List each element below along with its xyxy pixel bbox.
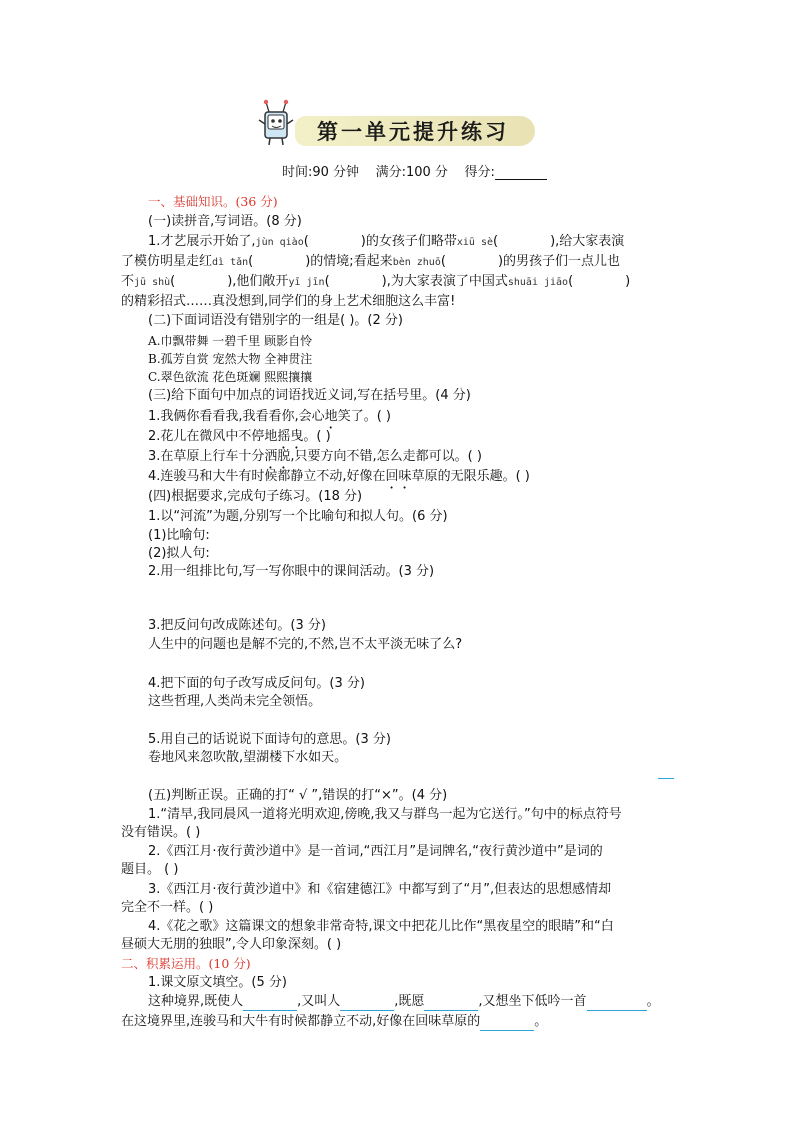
section-1-heading: 一、基础知识。(36 分) [148,194,278,209]
option-a: A.巾飘带舞 一碧千里 顾影自怜 [148,334,313,348]
pinyin-line-2: 了模仿明星走红dì tǎn( )的情境;看起来bèn zhuō( )的男孩子们一点儿也 [121,254,621,269]
sentence-q4-text: 这些哲理,人类尚未完全领悟。 [148,694,322,709]
fill-blank[interactable] [480,1015,534,1031]
sentence-q5: 5.用自己的话说说下面诗句的意思。(3 分) [148,732,391,747]
judge-q4-line-1: 4.《花之歌》这篇课文的想象非常奇特,课文中把花儿比作“黑夜星空的眼睛”和“白 [148,919,614,934]
option-b: B.孤芳自赏 宠然大物 全神贯注 [148,352,313,366]
fill-q1: 1.课文原文填空。(5 分) [148,975,287,990]
synonym-q2: 2.花儿在微风中不停地摇曳。( ) [148,429,331,444]
blue-mark [658,778,674,779]
judge-q3-line-1: 3.《西江月·夜行黄沙道中》和《宿建德江》中都写到了“月”,但表达的思想感情却 [148,882,612,897]
judge-q1-line-1: 1.“清早,我同晨风一道将光明欢迎,傍晚,我又与群鸟一起为它送行。”句中的标点符号 [148,807,622,822]
sentence-q3: 3.把反问句改成陈述句。(3 分) [148,618,326,633]
pinyin-line-3: 不jū shù( ),他们敞开yī jīn( ),为大家表演了中国式shuāi jiāo( ) [121,274,631,289]
fill-line-2: 在这境界里,连骏马和大牛有时候都静立不动,好像在回味草原的 。 [121,1014,548,1029]
fill-line-1: 这种境界,既使人 ,又叫人 ,既愿 ,又想坐下低吟一首 。 [148,994,660,1009]
part-4-heading: (四)根据要求,完成句子练习。(18 分) [148,489,363,504]
pinyin-line-1: 1.才艺展示开始了,jùn qiào( )的女孩子们略带xiū sè( ),给大家表演 [148,234,625,249]
personification-label: (2)拟人句: [148,546,210,561]
full-score: 满分:100 分 [375,165,448,180]
time-limit: 时间:90 分钟 [282,165,360,180]
section-2-heading: 二、积累运用。(10 分) [121,956,251,971]
sentence-q1: 1.以“河流”为题,分别写一个比喻句和拟人句。(6 分) [148,509,448,524]
part-3-heading: (三)给下面句中加点的词语找近义词,写在括号里。(4 分) [148,388,471,403]
page-title: 第一单元提升练习 [317,119,509,144]
judge-q2-line-1: 2.《西江月·夜行黄沙道中》是一首词,“西江月”是词牌名,“夜行黄沙道中”是词的 [148,844,603,859]
score-blank[interactable] [495,165,547,180]
pinyin-line-4: 的精彩招式……真没想到,同学们的身上艺术细胞这么丰富! [121,294,456,309]
book-mascot-icon [255,98,297,148]
synonym-q1: 1.我俩你看看我,我看看你,会心地笑了。( ) [148,409,391,424]
sentence-q3-text: 人生中的问题也是解不完的,不然,岂不太平淡无味了么? [148,637,463,652]
sentence-q2: 2.用一组排比句,写一写你眼中的课间活动。(3 分) [148,564,435,579]
judge-q1-line-2: 没有错误。( ) [121,825,201,840]
option-c: C.翠色欲流 花色斑斓 熙熙攘攘 [148,370,313,384]
synonym-q4: 4.连骏马和大牛有时候都静立不动,好像在回味草原的无限乐趣。( ) [148,469,530,484]
sentence-q5-text: 卷地风来忽吹散,望湖楼下水如天。 [148,750,348,765]
exam-meta [282,161,547,180]
fill-blank[interactable] [587,995,647,1011]
synonym-q3: 3.在草原上行车十分洒脱,只要方向不错,怎么走都可以。( ) [148,449,482,464]
judge-q2-line-2: 题目。 ( ) [121,862,179,877]
part-2-heading: (二)下面词语没有错别字的一组是( )。(2 分) [148,313,403,328]
judge-q4-line-2: 昼硕大无朋的独眼”,令人印象深刻。( ) [121,937,342,952]
simile-label: (1)比喻句: [148,528,210,543]
fill-blank[interactable] [340,995,394,1011]
title-banner [255,98,545,150]
fill-blank[interactable] [243,995,297,1011]
judge-q3-line-2: 完全不一样。( ) [121,900,214,915]
sentence-q4: 4.把下面的句子改写成反问句。(3 分) [148,676,365,691]
part-1-heading: (一)读拼音,写词语。(8 分) [148,214,302,229]
score-label: 得分: [464,165,495,180]
part-5-heading: (五)判断正误。正确的打“ √ ”,错误的打“×”。(4 分) [148,788,448,803]
fill-blank[interactable] [424,995,478,1011]
